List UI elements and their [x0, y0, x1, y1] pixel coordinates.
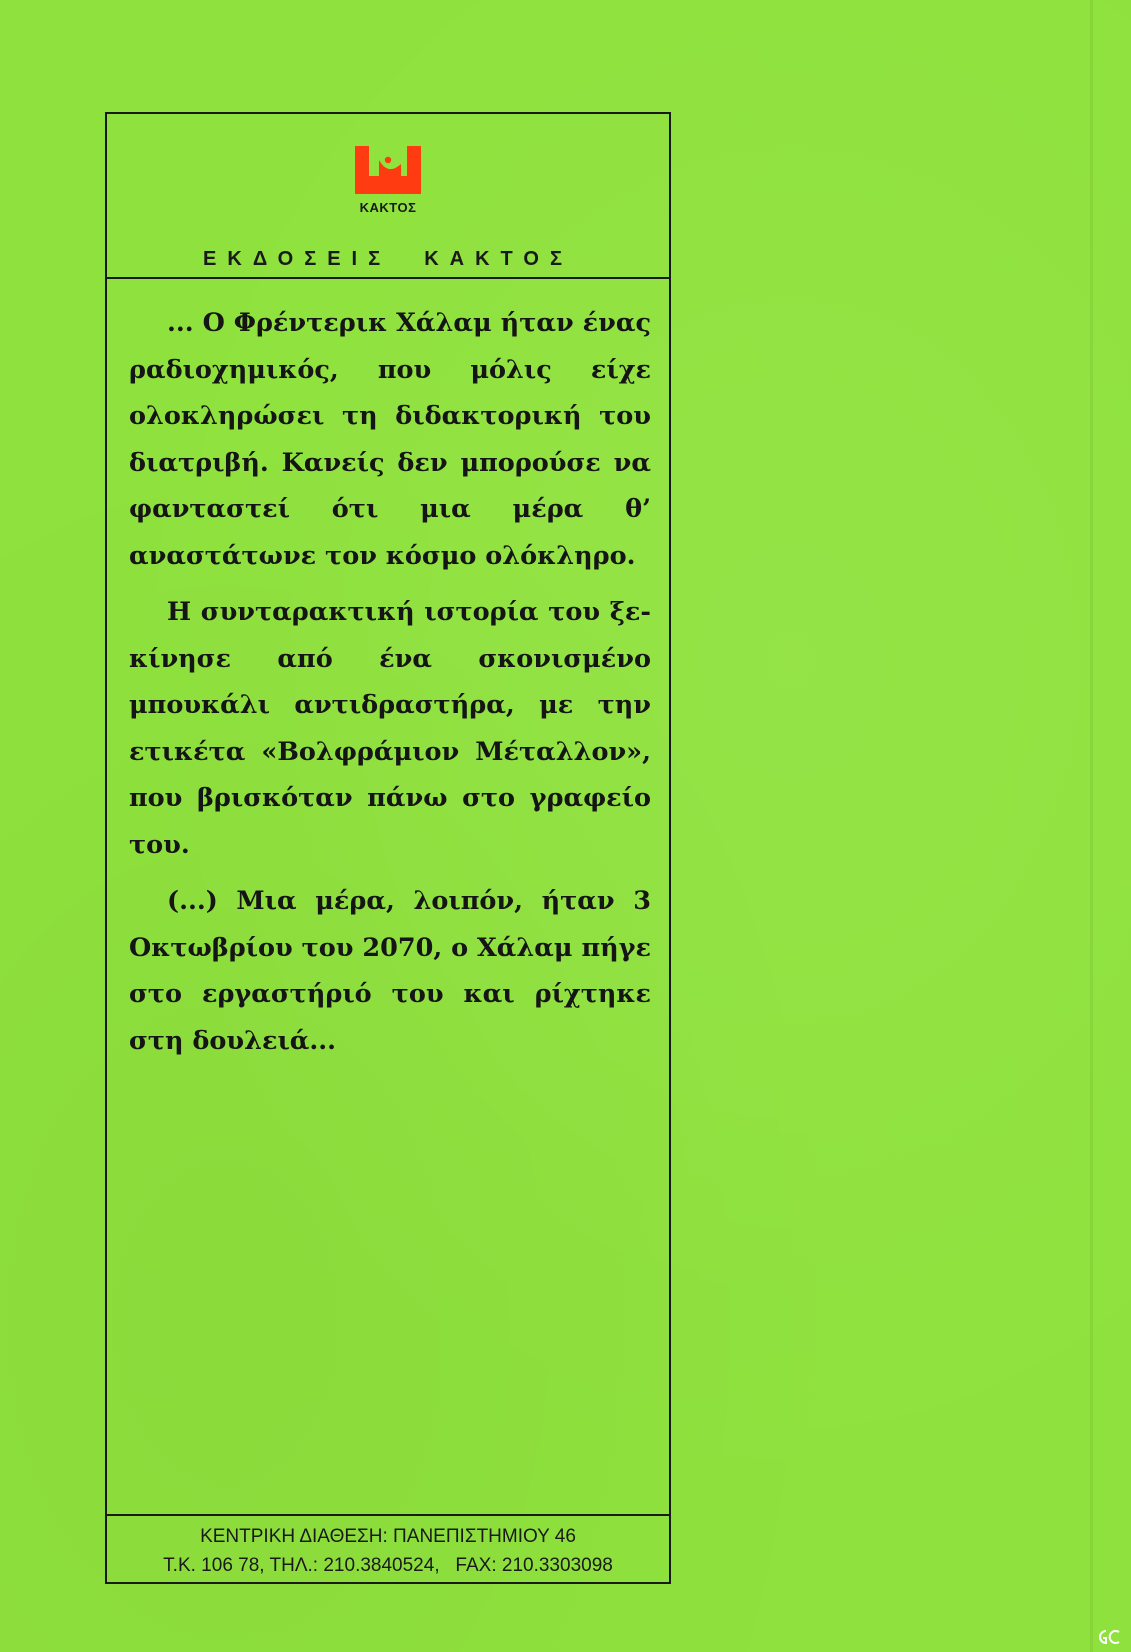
blurb-text: [129, 300, 651, 1074]
distribution-address: [107, 1522, 669, 1580]
scanner-watermark-icon: [1095, 1628, 1121, 1646]
divider-bottom: [107, 1514, 669, 1516]
blurb-paragraph-1: ... Ο Φρέντερικ Χάλαμ ήταν ένας ραδιοχημικός, που μόλις είχε ολοκληρώσει τη διδακτορική του διατριβή. Κανείς δεν μπορούσε να φανταστεί ότι μια μέρα θ’ αναστάτωνε τον κόσμο ολόκληρο.: [129, 308, 651, 571]
address-line-2: Τ.Κ. 106 78, ΤΗΛ.: 210.3840524, FAX: 210.3303098: [163, 1555, 613, 1576]
address-line-1: ΚΕΝΤΡΙΚΗ ΔΙΑΘΕΣΗ: ΠΑΝΕΠΙΣΤΗΜΙΟΥ 46: [200, 1526, 576, 1547]
kaktos-logo-icon: [355, 146, 421, 194]
back-cover-panel: [105, 112, 671, 1584]
blurb-paragraph-3: (...) Μια μέρα, λοιπόν, ήταν 3 Οκτωβρίου του 2070, ο Χάλαμ πήγε στο εργαστήριό του και ρίχτηκε στη δουλειά...: [129, 886, 651, 1056]
publisher-logo-block: [107, 114, 669, 276]
divider-top: [107, 277, 669, 279]
publisher-name: ΕΚΔΟΣΕΙΣ ΚΑΚΤΟΣ: [203, 248, 573, 270]
logo-wordmark: ΚΑΚΤΟΣ: [359, 200, 417, 215]
blurb-paragraph-2: Η συνταρακτική ιστορία του ξεκίνησε από ένα σκονισμένο μπουκάλι αντιδραστήρα, με την ετικέτα «Βολφράμιον Μέταλλον», που βρισκόταν πάνω στο γραφείο του.: [129, 597, 651, 860]
spine-edge: [1090, 0, 1093, 1652]
